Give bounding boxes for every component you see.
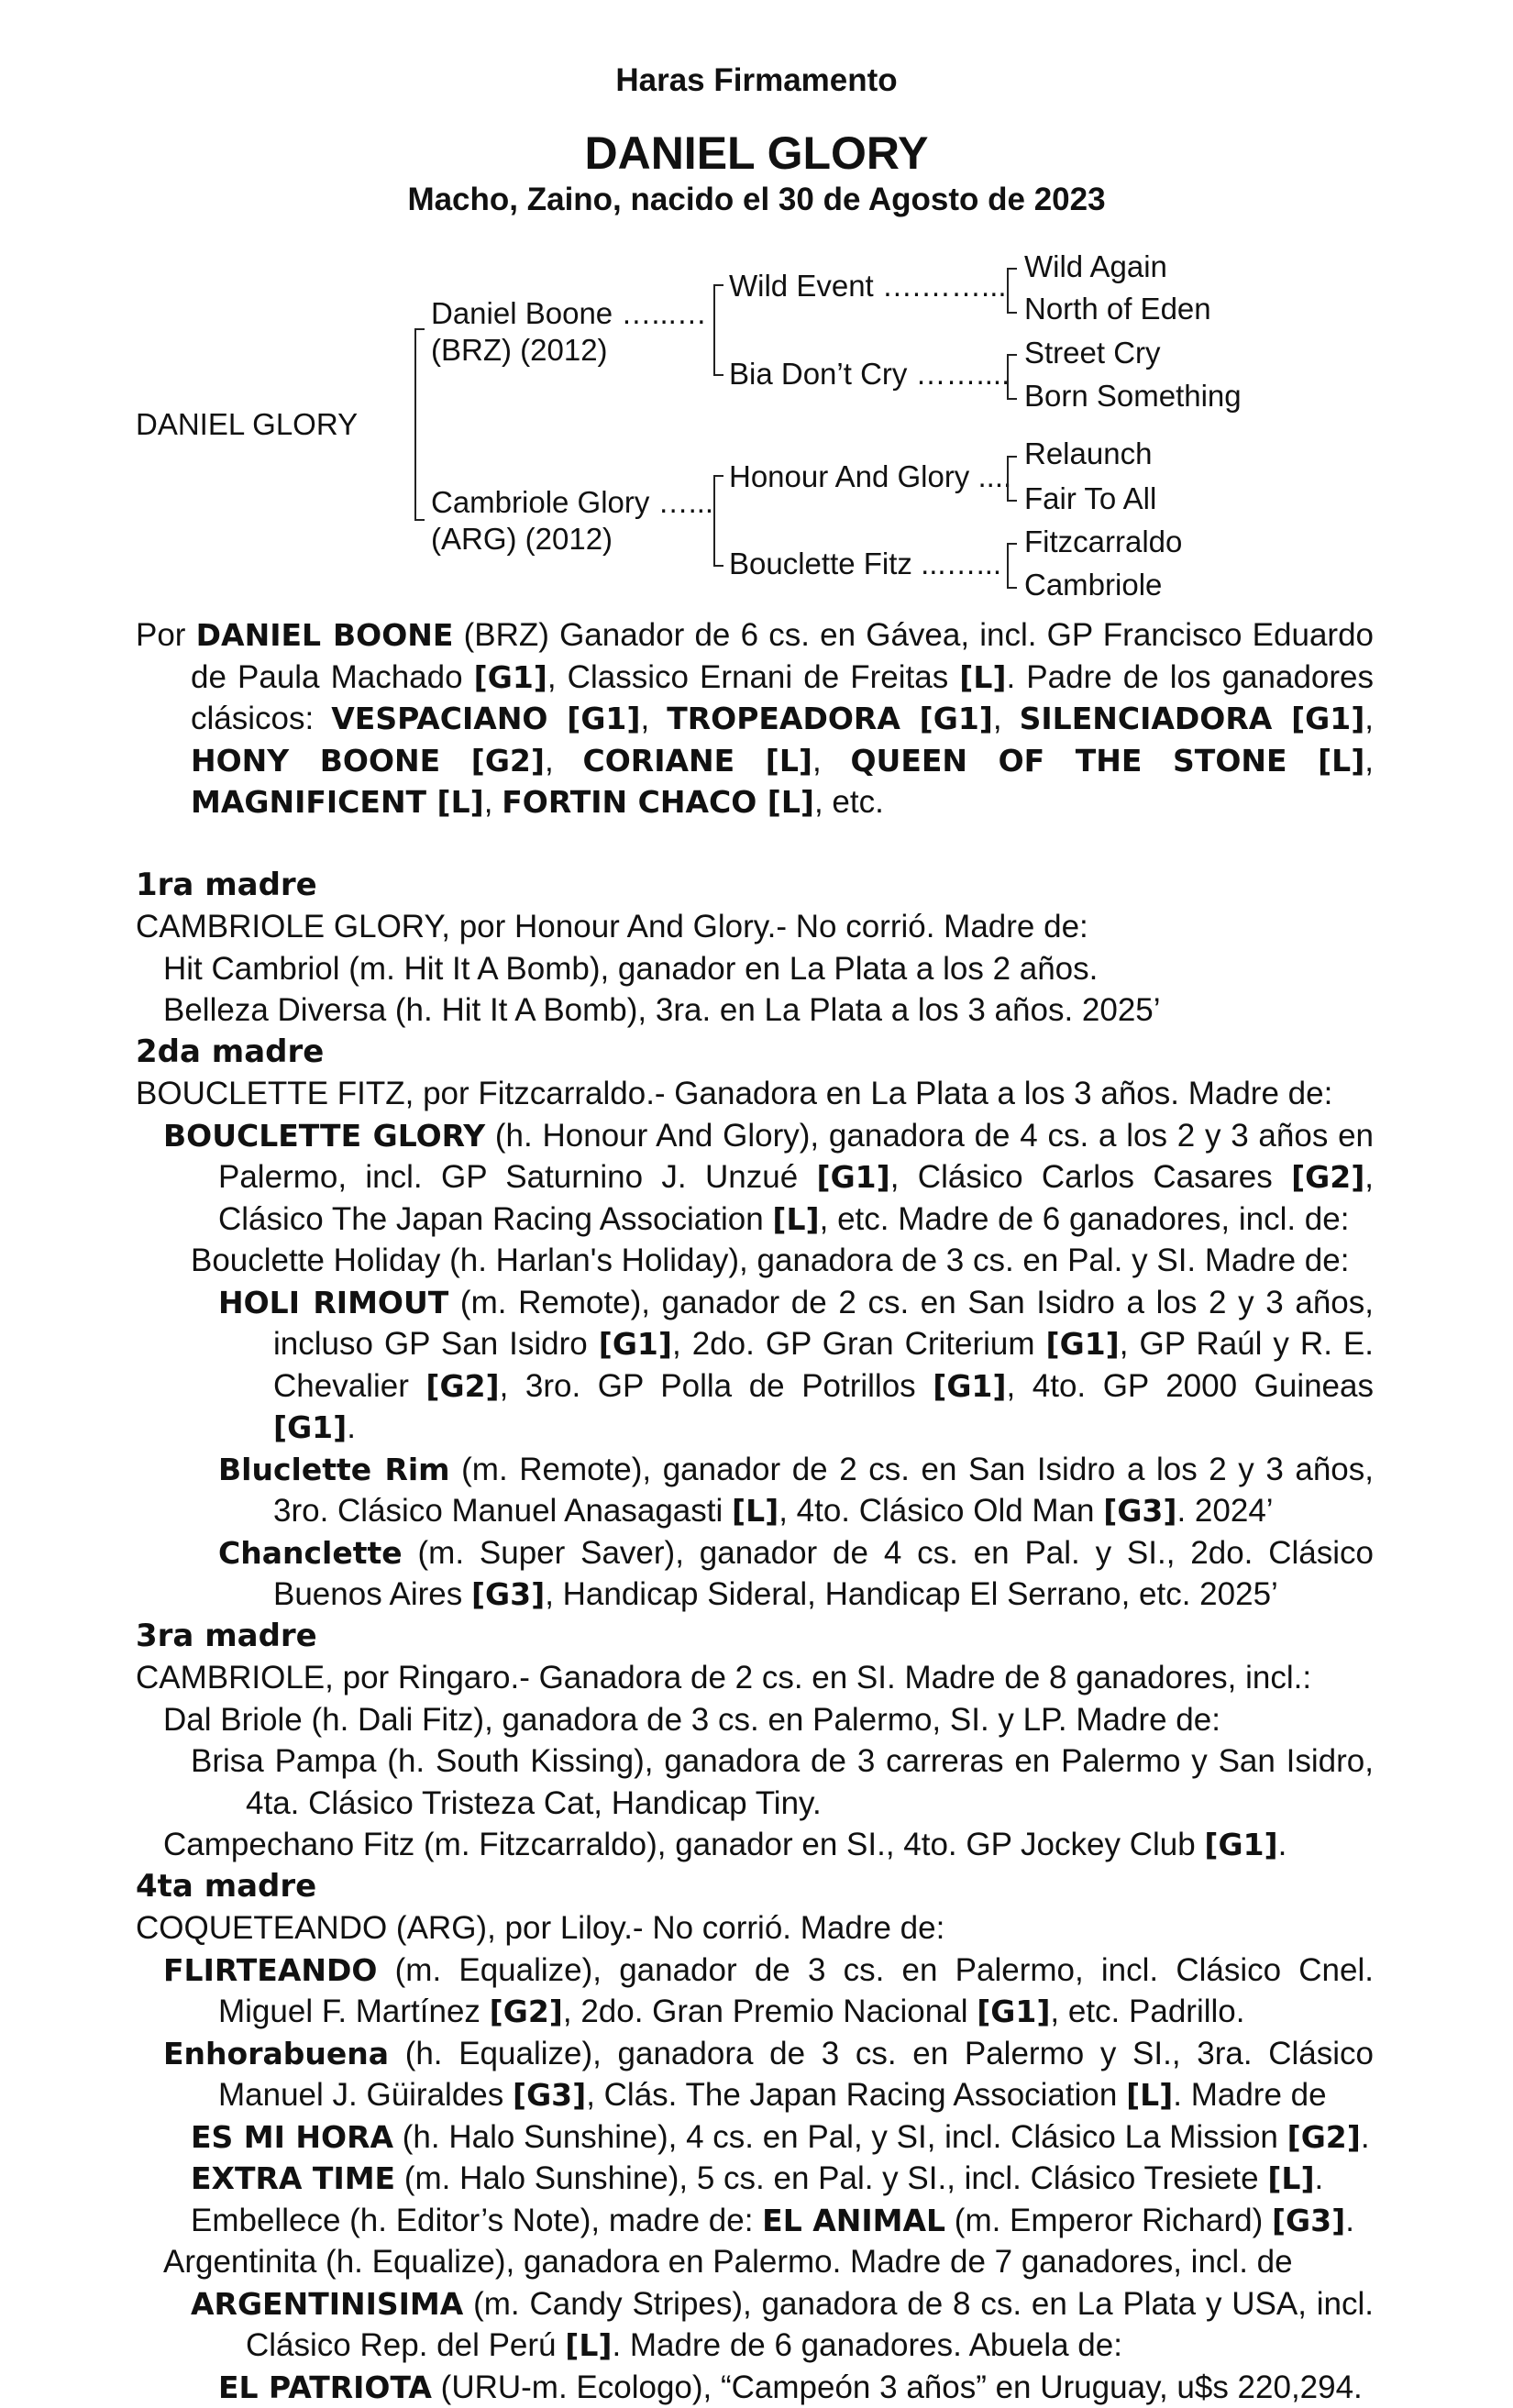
pedigree-sss: Wild Again — [1024, 249, 1167, 284]
pedigree-dsd: Fair To All — [1024, 481, 1156, 516]
pedigree-dds: Fitzcarraldo — [1024, 525, 1182, 559]
pedigree-dam-origin: (ARG) (2012) — [431, 522, 613, 557]
bracket-ss — [1007, 268, 1017, 314]
fourth-dam-produce: Enhorabuena (h. Equalize), ganadora de 3 cs. en Palermo y SI., 3ra. Clásico Manuel J. Güiraldes [G3], Clás. The Japan Racing Association [L]. Madre de — [136, 2033, 1374, 2116]
pedigree-dam-sire: Honour And Glory .... — [729, 459, 1011, 494]
fourth-dam-grandproduce: ES MI HORA (h. Halo Sunshine), 4 cs. en Pal, y SI, incl. Clásico La Mission [G2]. — [136, 2116, 1374, 2159]
bracket-ds — [1007, 456, 1017, 502]
pedigree-ddd: Cambriole — [1024, 568, 1162, 602]
bracket-sire-parents — [713, 284, 723, 376]
first-dam-intro: CAMBRIOLE GLORY, por Honour And Glory.- No corrió. Madre de: — [136, 906, 1374, 948]
bracket-sd — [1007, 354, 1017, 400]
fourth-dam-intro: COQUETEANDO (ARG), por Liloy.- No corrió. Madre de: — [136, 1907, 1374, 1950]
horse-name: DANIEL GLORY — [0, 127, 1513, 180]
pedigree-sire-sire: Wild Event ….……... — [729, 269, 1007, 304]
pedigree-ssd: North of Eden — [1024, 292, 1211, 326]
sire-name: DANIEL BOONE — [196, 617, 454, 653]
first-dam-produce: Hit Cambriol (m. Hit It A Bomb), ganador en La Plata a los 2 años. — [136, 948, 1374, 990]
pedigree-sdd: Born Something — [1024, 379, 1242, 414]
catalogue-text — [136, 614, 1374, 2408]
second-dam-produce: BOUCLETTE GLORY (h. Honour And Glory), ganadora de 4 cs. a los 2 y 3 años en Palermo, incl. GP Saturnino J. Unzué [G1], Clásico Carlos Casares [G2], Clásico The Japan Racing Association [L], etc. Madre de 6 ganadores, incl. de: — [136, 1115, 1374, 1241]
bracket-dd — [1007, 543, 1017, 589]
fourth-dam-great-grandproduce: EL PATRIOTA (URU-m. Ecologo), “Campeón 3 años” en Uruguay, u$s 220,294. — [136, 2367, 1374, 2408]
fourth-dam-grandproduce: EXTRA TIME (m. Halo Sunshine), 5 cs. en Pal. y SI., incl. Clásico Tresiete [L]. — [136, 2158, 1374, 2200]
third-dam-produce: Campechano Fitz (m. Fitzcarraldo), ganador en SI., 4to. GP Jockey Club [G1]. — [136, 1824, 1374, 1866]
third-dam-grandproduce: Brisa Pampa (h. South Kissing), ganadora de 3 carreras en Palermo y San Isidro, 4ta. Clásico Tristeza Cat, Handicap Tiny. — [136, 1740, 1374, 1824]
second-dam-grandproduce: Bouclette Holiday (h. Harlan's Holiday), ganadora de 3 cs. en Pal. y SI. Madre de: — [136, 1240, 1374, 1282]
pedigree-sire-dam: Bia Don’t Cry …….... — [729, 357, 1010, 392]
second-dam-grandproduce: HOLI RIMOUT (m. Remote), ganador de 2 cs. en San Isidro a los 2 y 3 años, incluso GP San Isidro [G1], 2do. GP Gran Criterium [G1], GP Raúl y R. E. Chevalier [G2], 3ro. GP Polla de Potrillos [G1], 4to. GP 2000 Guineas [G1]. — [136, 1282, 1374, 1449]
third-dam-heading: 3ra madre — [136, 1616, 1374, 1658]
pedigree-dam: Cambriole Glory …... — [431, 485, 713, 520]
bracket-parents — [414, 328, 425, 521]
pedigree-dss: Relaunch — [1024, 436, 1152, 471]
pedigree-dam-dam: Bouclette Fitz ...…... — [729, 547, 1001, 581]
sire-paragraph: Por DANIEL BOONE (BRZ) Ganador de 6 cs. en Gávea, incl. GP Francisco Eduardo de Paula Machado [G1], Classico Ernani de Freitas [L]. Padre de los ganadores clásicos: VESPACIANO [G1], TROPEADORA [G1], SILENCIADORA [G1], HONY BOONE [G2], CORIANE [L], QUEEN OF THE STONE [L], MAGNIFICENT [L], FORTIN CHACO [L], etc. — [136, 614, 1374, 823]
fourth-dam-grandproduce: Embellece (h. Editor’s Note), madre de: EL ANIMAL (m. Emperor Richard) [G3]. — [136, 2200, 1374, 2242]
fourth-dam-produce: FLIRTEANDO (m. Equalize), ganador de 3 cs. en Palermo, incl. Clásico Cnel. Miguel F. Martínez [G2], 2do. Gran Premio Nacional [G1], etc. Padrillo. — [136, 1950, 1374, 2033]
second-dam-heading: 2da madre — [136, 1032, 1374, 1074]
horse-subtitle: Macho, Zaino, nacido el 30 de Agosto de 2023 — [0, 182, 1513, 218]
farm-name: Haras Firmamento — [0, 62, 1513, 99]
second-dam-intro: BOUCLETTE FITZ, por Fitzcarraldo.- Ganadora en La Plata a los 3 años. Madre de: — [136, 1073, 1374, 1115]
second-dam-grandproduce: Bluclette Rim (m. Remote), ganador de 2 cs. en San Isidro a los 2 y 3 años, 3ro. Clásico Manuel Anasagasti [L], 4to. Clásico Old Man [G3]. 2024’ — [136, 1449, 1374, 1532]
pedigree-subject: DANIEL GLORY — [136, 407, 358, 442]
pedigree-sire-origin: (BRZ) (2012) — [431, 333, 608, 368]
third-dam-intro: CAMBRIOLE, por Ringaro.- Ganadora de 2 cs. en SI. Madre de 8 ganadores, incl.: — [136, 1657, 1374, 1699]
pedigree-sds: Street Cry — [1024, 336, 1161, 370]
pedigree-sire: Daniel Boone …...… — [431, 296, 707, 331]
first-dam-heading: 1ra madre — [136, 865, 1374, 907]
second-dam-grandproduce: Chanclette (m. Super Saver), ganador de 4 cs. en Pal. y SI., 2do. Clásico Buenos Aires [G3], Handicap Sideral, Handicap El Serrano, etc. 2025’ — [136, 1532, 1374, 1616]
third-dam-produce: Dal Briole (h. Dali Fitz), ganadora de 3 cs. en Palermo, SI. y LP. Madre de: — [136, 1699, 1374, 1741]
first-dam-produce: Belleza Diversa (h. Hit It A Bomb), 3ra. en La Plata a los 3 años. 2025’ — [136, 989, 1374, 1032]
fourth-dam-grandproduce: ARGENTINISIMA (m. Candy Stripes), ganadora de 8 cs. en La Plata y USA, incl. Clásico Rep. del Perú [L]. Madre de 6 ganadores. Abuela de: — [136, 2283, 1374, 2367]
fourth-dam-heading: 4ta madre — [136, 1866, 1374, 1908]
bracket-dam-parents — [713, 475, 723, 567]
fourth-dam-produce: Argentinita (h. Equalize), ganadora en Palermo. Madre de 7 ganadores, incl. de — [136, 2241, 1374, 2283]
